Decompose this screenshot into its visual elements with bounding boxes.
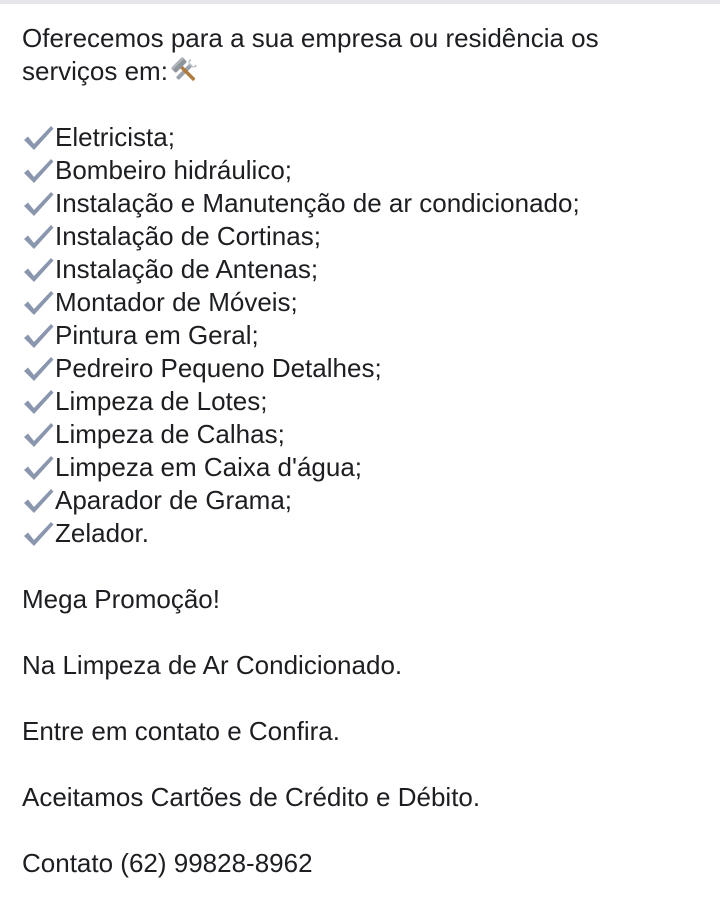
hammer-and-wrench-icon <box>170 56 200 86</box>
check-mark-icon <box>22 322 55 350</box>
service-label: Eletricista; <box>55 122 175 152</box>
intro-line-2 <box>22 55 702 88</box>
service-label: Limpeza de Lotes; <box>55 386 268 416</box>
check-mark-icon <box>22 487 55 515</box>
check-mark-icon <box>22 520 55 548</box>
service-item <box>22 121 702 154</box>
service-item <box>22 385 702 418</box>
post-body <box>22 22 702 880</box>
check-mark-icon <box>22 256 55 284</box>
service-label: Aparador de Grama; <box>55 485 293 515</box>
check-mark-icon <box>22 421 55 449</box>
check-mark-icon <box>22 355 55 383</box>
service-label: Pedreiro Pequeno Detalhes; <box>55 353 382 383</box>
promo-text: Mega Promoção! <box>22 584 220 614</box>
service-item <box>22 220 702 253</box>
service-list <box>22 121 702 550</box>
service-item <box>22 253 702 286</box>
cta-text: Entre em contato e Confira. <box>22 716 340 746</box>
payment-text: Aceitamos Cartões de Crédito e Débito. <box>22 782 481 812</box>
service-item <box>22 517 702 550</box>
service-item <box>22 187 702 220</box>
intro-line-2-text: serviços em: <box>22 56 168 86</box>
service-label: Limpeza em Caixa d'água; <box>55 452 363 482</box>
service-label: Bombeiro hidráulico; <box>55 155 293 185</box>
check-mark-icon <box>22 190 55 218</box>
service-label: Instalação de Cortinas; <box>55 221 321 251</box>
promo-detail-text: Na Limpeza de Ar Condicionado. <box>22 650 403 680</box>
service-item <box>22 451 702 484</box>
check-mark-icon <box>22 454 55 482</box>
top-divider <box>0 0 720 4</box>
service-label: Limpeza de Calhas; <box>55 419 285 449</box>
service-label: Pintura em Geral; <box>55 320 259 350</box>
service-item <box>22 154 702 187</box>
check-mark-icon <box>22 289 55 317</box>
service-label: Zelador. <box>55 518 149 548</box>
service-item <box>22 286 702 319</box>
service-label: Instalação de Antenas; <box>55 254 319 284</box>
service-item <box>22 418 702 451</box>
check-mark-icon <box>22 388 55 416</box>
service-item <box>22 484 702 517</box>
contact-text: Contato (62) 99828-8962 <box>22 848 313 878</box>
service-label: Instalação e Manutenção de ar condicionado; <box>55 188 580 218</box>
intro-line-1: Oferecemos para a sua empresa ou residência os <box>22 23 599 53</box>
service-item <box>22 352 702 385</box>
check-mark-icon <box>22 157 55 185</box>
check-mark-icon <box>22 223 55 251</box>
service-label: Montador de Móveis; <box>55 287 298 317</box>
check-mark-icon <box>22 124 55 152</box>
service-item <box>22 319 702 352</box>
